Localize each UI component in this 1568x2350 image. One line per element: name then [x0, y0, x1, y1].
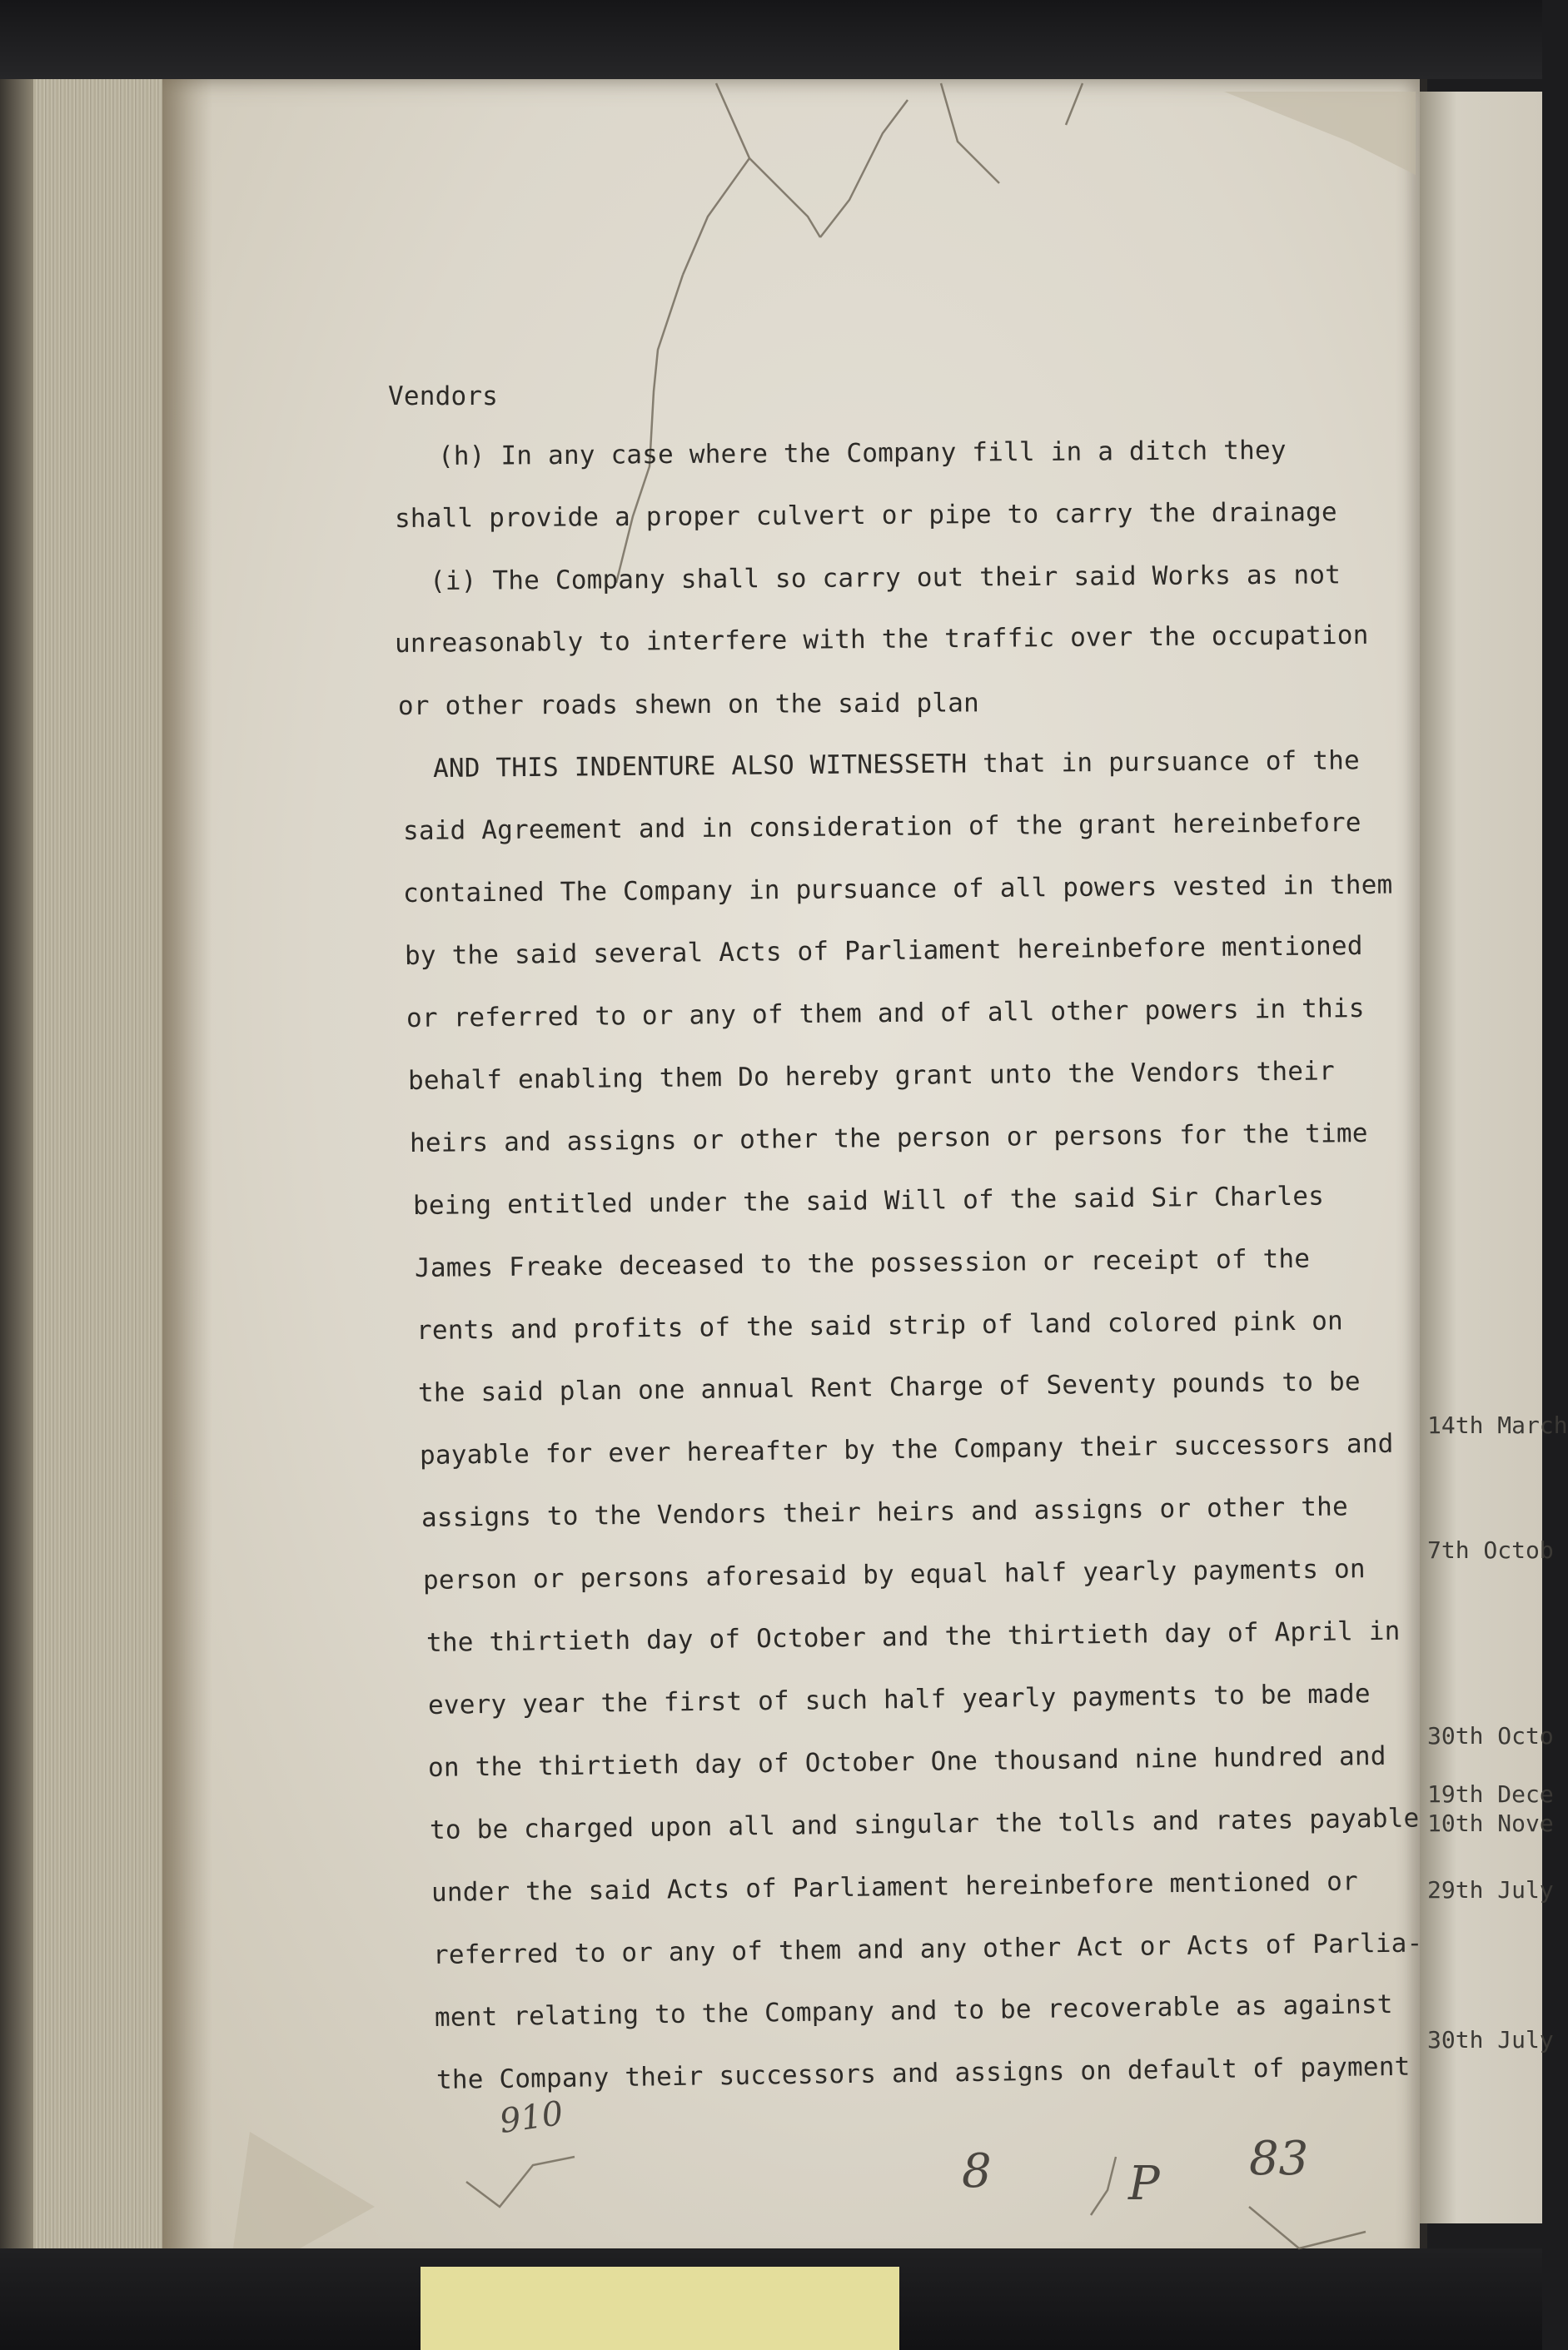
- text-line-12: behalf enabling them Do hereby grant unto the Vendors their: [407, 1056, 1336, 1096]
- text-line-26: referred to or any of them and any other Act or Acts of Parlia-: [432, 1928, 1423, 1970]
- text-line-28: the Company their successors and assigns on default of payment: [436, 2051, 1411, 2095]
- text-line-18: payable for ever hereafter by the Company their successors and: [419, 1428, 1394, 1471]
- text-line-1: Vendors: [388, 381, 499, 411]
- text-line-23: on the thirtieth day of October One thousand nine hundred and: [427, 1740, 1386, 1783]
- text-line-4: (i) The Company shall so carry out their said Works as not: [429, 560, 1342, 596]
- text-line-24: to be charged upon all and singular the tolls and rates payable: [429, 1803, 1420, 1845]
- text-line-22: every year the first of such half yearly payments to be made: [427, 1679, 1371, 1720]
- margin-date-4: 19th Dece: [1427, 1780, 1554, 1808]
- text-line-6: or other roads shewn on the said plan: [397, 688, 980, 721]
- handwritten-note-3: P: [1128, 2157, 1160, 2211]
- text-line-17: the said plan one annual Rent Charge of Seventy pounds to be: [417, 1367, 1361, 1408]
- margin-date-2: 7th Octob: [1427, 1536, 1554, 1564]
- text-line-8: said Agreement and in consideration of the grant hereinbefore: [402, 807, 1361, 846]
- text-line-27: ment relating to the Company and to be recoverable as against: [434, 1989, 1393, 2033]
- handwritten-note-4: 83: [1249, 2132, 1309, 2186]
- text-line-9: contained The Company in pursuance of all powers vested in them: [402, 869, 1393, 909]
- text-line-11: or referred to or any of them and of all other powers in this: [406, 993, 1365, 1033]
- margin-date-6: 29th July: [1427, 1876, 1554, 1904]
- text-line-10: by the said several Acts of Parliament hereinbefore mentioned: [404, 930, 1363, 971]
- text-line-5: unreasonably to interfere with the traffic over the occupation: [394, 620, 1369, 659]
- text-line-16: rents and profits of the said strip of land colored pink on: [416, 1306, 1344, 1346]
- text-line-20: person or persons aforesaid by equal half yearly payments on: [422, 1554, 1366, 1596]
- margin-date-5: 10th Nove: [1427, 1810, 1554, 1837]
- text-line-14: being entitled under the said Will of the said Sir Charles: [412, 1181, 1325, 1221]
- margin-date-7: 30th July: [1427, 2026, 1554, 2054]
- text-line-25: under the said Acts of Parliament hereinbefore mentioned or: [431, 1866, 1359, 1908]
- text-line-13: heirs and assigns or other the person or persons for the time: [409, 1118, 1368, 1158]
- text-line-21: the thirtieth day of October and the thirtieth day of April in: [426, 1616, 1401, 1658]
- margin-date-1: 14th March: [1427, 1411, 1568, 1439]
- text-line-15: James Freake deceased to the possession or receipt of the: [414, 1243, 1311, 1283]
- handwritten-note-1: 910: [497, 2094, 566, 2142]
- text-line-19: assigns to the Vendors their heirs and assigns or other the: [421, 1491, 1349, 1533]
- handwritten-note-2: 8: [962, 2144, 992, 2198]
- text-line-2: (h) In any case where the Company fill in a ditch they: [437, 435, 1287, 471]
- margin-date-3: 30th Octo: [1427, 1722, 1554, 1750]
- text-line-7: AND THIS INDENTURE ALSO WITNESSETH that in pursuance of the: [432, 745, 1361, 784]
- text-line-3: shall provide a proper culvert or pipe to carry the drainage: [394, 497, 1337, 534]
